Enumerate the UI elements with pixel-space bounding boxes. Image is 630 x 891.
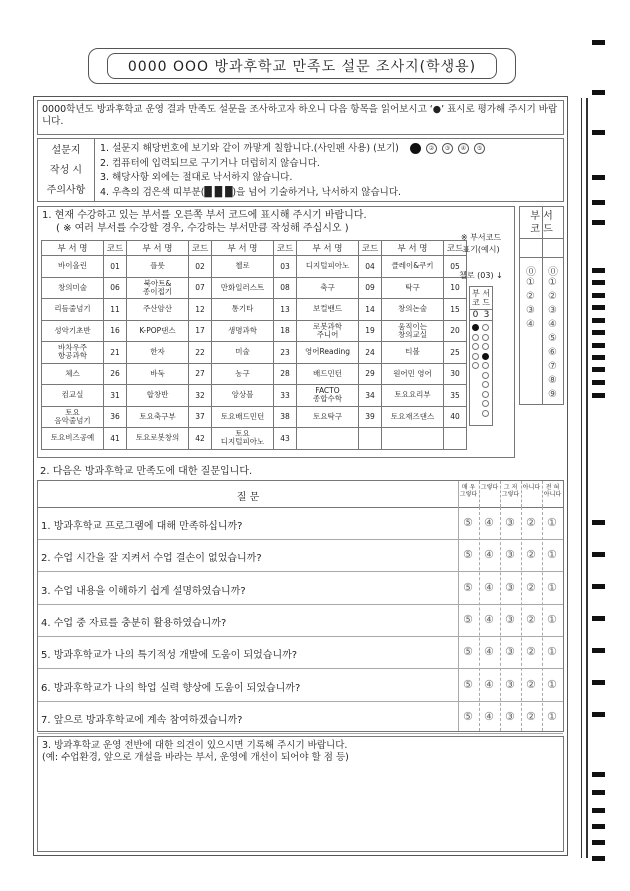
dept-name: 토요 디지털피아노: [212, 428, 274, 450]
sample-bubble: [482, 334, 489, 341]
department-section: [37, 206, 515, 458]
question-text: 1. 방과후학교 프로그램에 대해 만족하십니까?: [41, 521, 243, 532]
satisfaction-table: [37, 480, 564, 732]
code-bubble[interactable]: ⑨: [548, 389, 557, 400]
dept-name: 바이올린: [42, 256, 104, 278]
dept-code: 06: [104, 277, 127, 299]
dept-code: 10: [444, 277, 467, 299]
sample-code-box: 부 서 코 드 0 3: [469, 286, 493, 426]
dept-code: 26: [104, 363, 127, 385]
notes-box: [37, 138, 564, 202]
answer-bubble[interactable]: ①: [547, 612, 557, 626]
page-title: 0000 OOO 방과후학교 만족도 설문 조사지(학생용): [107, 53, 497, 79]
answer-bubble[interactable]: ⑤: [463, 548, 473, 562]
dept-code: 01: [104, 256, 127, 278]
answer-bubble[interactable]: ③: [505, 677, 515, 691]
sample-bubble: [482, 372, 489, 379]
dept-code: 09: [359, 277, 382, 299]
dept-name: 농구: [212, 363, 274, 385]
answer-bubble[interactable]: ⑤: [463, 580, 473, 594]
scale-label: 매 우 그렇다: [459, 484, 478, 498]
timing-mark: [592, 90, 605, 95]
dept-code: 02: [189, 256, 212, 278]
question-row: [38, 604, 563, 637]
code-bubble[interactable]: ①: [548, 277, 557, 288]
dept-code: 42: [189, 428, 212, 450]
answer-bubble[interactable]: ④: [484, 612, 494, 626]
dept-name-header: 부 서 명: [382, 241, 444, 256]
dept-code-header: 코드: [359, 241, 382, 256]
dept-name: 토요배드민턴: [212, 406, 274, 428]
sample-bubble: [472, 353, 479, 360]
notes-label: 설문지 작성 시 주의사항: [38, 139, 95, 201]
dept-name: 앙상블: [212, 385, 274, 407]
answer-bubble[interactable]: ①: [547, 709, 557, 723]
dept-name: 배드민턴: [297, 363, 359, 385]
answer-bubble[interactable]: ④: [484, 645, 494, 659]
timing-mark: [592, 648, 605, 653]
timing-mark: [592, 355, 605, 360]
q1-instructions: 1. 현재 수강하고 있는 부서를 오른쪽 부서 코드에 표시해 주시기 바랍니다. ( ※ 여러 부서를 수강할 경우, 수강하는 부서만큼 작성해 주십시오 ): [42, 210, 367, 234]
answer-bubble[interactable]: ④: [484, 516, 494, 529]
dept-code: 12: [189, 299, 212, 321]
filled-circle-icon: [410, 143, 421, 154]
dept-code: 33: [274, 385, 297, 407]
timing-mark: [592, 772, 605, 777]
dept-name: 한자: [127, 342, 189, 364]
dept-code: 22: [189, 342, 212, 364]
timing-mark: [592, 824, 605, 829]
code-bubble[interactable]: ⑦: [548, 361, 557, 372]
answer-bubble[interactable]: ④: [484, 677, 494, 691]
answer-bubble[interactable]: ④: [484, 580, 494, 594]
answer-bubble[interactable]: ③: [505, 612, 515, 626]
dept-name-header: 부 서 명: [127, 241, 189, 256]
dept-code: 39: [359, 406, 382, 428]
sample-bubble: [482, 324, 489, 331]
scale-label: 전 혀 아니다: [543, 484, 562, 498]
opinion-box[interactable]: 3. 방과후학교 운영 전반에 대한 의견이 있으시면 기록해 주시기 바랍니다. (예: 수업환경, 앞으로 개설을 바라는 부서, 운영에 개선이 되어야 할 점 등): [37, 736, 564, 852]
question-row: [38, 507, 563, 540]
timing-mark: [592, 380, 605, 385]
title-frame: [88, 48, 516, 84]
code-bubble[interactable]: ⓪: [548, 267, 558, 278]
answer-bubble[interactable]: ①: [547, 677, 557, 691]
dept-code: 08: [274, 277, 297, 299]
dept-name: 창의논술: [382, 299, 444, 321]
sample-bubble: [482, 410, 489, 417]
dept-code: 30: [444, 363, 467, 385]
dept-name: 생명과학: [212, 320, 274, 342]
timing-mark: [592, 280, 605, 285]
sample-bubble: [472, 324, 479, 331]
dept-name: 토요탁구: [297, 406, 359, 428]
answer-bubble[interactable]: ②: [526, 645, 536, 659]
code-bubble[interactable]: ④: [526, 319, 535, 330]
dept-name: 토요재즈댄스: [382, 406, 444, 428]
timing-mark: [592, 552, 605, 557]
sample-bubble: [472, 334, 479, 341]
dept-name-header: 부 서 명: [212, 241, 274, 256]
dept-name: K-POP댄스: [127, 320, 189, 342]
timing-mark: [592, 40, 605, 45]
answer-bubble[interactable]: ③: [505, 580, 515, 594]
dept-code: 35: [444, 385, 467, 407]
answer-bubble[interactable]: ③: [505, 709, 515, 723]
scale-label: 그렇다: [480, 484, 499, 491]
dept-name: 티볼: [382, 342, 444, 364]
code-bubble[interactable]: ⑥: [548, 347, 557, 358]
timing-mark: [592, 268, 605, 273]
sample-bubble: [482, 400, 489, 407]
dept-name: [297, 428, 359, 450]
sample-bubble: [482, 391, 489, 398]
dept-name: 바차우주 항공과학: [42, 342, 104, 364]
answer-bubble[interactable]: ③: [505, 516, 515, 529]
scale-label: 그 저 그렇다: [501, 484, 520, 498]
dept-code: 32: [189, 385, 212, 407]
question-text: 5. 방과후학교가 나의 특기적성 개발에 도움이 되었습니까?: [41, 650, 298, 662]
answer-bubble[interactable]: ③: [505, 548, 515, 562]
dept-code: 18: [274, 320, 297, 342]
code-bubble[interactable]: ⑧: [548, 375, 557, 386]
code-bubble[interactable]: ②: [526, 291, 535, 302]
satisfaction-header: 질 문 매 우 그렇다 그렇다 그 저 그렇다 아니다 전 혀 아니다: [38, 481, 563, 508]
timing-mark: [592, 393, 605, 398]
code-bubble[interactable]: ④: [548, 319, 557, 330]
code-bubble[interactable]: ⑤: [548, 333, 557, 344]
dept-name: 바둑: [127, 363, 189, 385]
q2-title: 2. 다음은 방과후학교 만족도에 대한 질문입니다.: [40, 466, 253, 477]
timing-mark: [592, 367, 605, 372]
timing-mark: [592, 616, 605, 621]
question-text: 4. 수업 중 자료를 충분히 활용하였습니까?: [41, 617, 227, 629]
timing-mark: [592, 790, 605, 795]
dept-code: 03: [274, 256, 297, 278]
dept-code: 14: [359, 299, 382, 321]
dept-code: 43: [274, 428, 297, 450]
note-item: 4. 우측의 검은색 띠부분(█ █ █)을 넘어 기술하거나, 낙서하지 않습니다.: [100, 187, 402, 199]
dept-code: 27: [189, 363, 212, 385]
answer-bubble[interactable]: ①: [547, 645, 557, 659]
timing-mark: [592, 318, 605, 323]
dept-code: 17: [189, 320, 212, 342]
code-bubble[interactable]: ②: [548, 291, 557, 302]
dept-code: 40: [444, 406, 467, 428]
dept-name: 첼로: [212, 256, 274, 278]
dept-code: 38: [274, 406, 297, 428]
timing-mark: [592, 293, 605, 298]
dept-name-header: 부 서 명: [42, 241, 104, 256]
answer-bubble[interactable]: ②: [526, 516, 536, 529]
dept-name: 체스: [42, 363, 104, 385]
question-text: 2. 수업 시간을 잘 지켜서 수업 결손이 없었습니까?: [41, 553, 262, 565]
dept-code: 07: [189, 277, 212, 299]
timing-mark: [592, 840, 605, 845]
note-item: 2. 컴퓨터에 입력되므로 구기거나 더럽히지 않습니다.: [100, 157, 320, 169]
dept-code: 20: [444, 320, 467, 342]
dept-name: [382, 428, 444, 450]
dept-name: 만화일러스트: [212, 277, 274, 299]
code-bubble[interactable]: ③: [526, 305, 535, 316]
dept-code: 15: [444, 299, 467, 321]
timing-mark: [592, 584, 605, 589]
dept-name: 합창반: [127, 385, 189, 407]
answer-bubble[interactable]: ⑤: [463, 612, 473, 626]
dept-name: 토요축구부: [127, 406, 189, 428]
dept-name: 토요요리부: [382, 385, 444, 407]
question-row: [38, 701, 563, 734]
example-circles: ② ③ ④ ⑤: [408, 143, 485, 154]
timing-mark: [592, 856, 605, 861]
dept-code-header: 코드: [444, 241, 467, 256]
dept-code: 04: [359, 256, 382, 278]
dept-code: 05: [444, 256, 467, 278]
dept-code: 24: [359, 342, 382, 364]
dept-code: 19: [359, 320, 382, 342]
question-row: [38, 572, 563, 605]
question-row: [38, 539, 563, 572]
dept-name: 플룻: [127, 256, 189, 278]
sample-bubble: [472, 343, 479, 350]
dept-name: 축구: [297, 277, 359, 299]
dept-name: 디지털피아노: [297, 256, 359, 278]
dept-code-header: 코드: [104, 241, 127, 256]
dept-name: 창의미술: [42, 277, 104, 299]
intro-text: 0000학년도 방과후학교 운영 결과 만족도 설문을 조사하고자 하오니 다음 항목을 읽어보시고 ‘●’ 표시로 평가해 주시기 바랍니다.: [37, 100, 564, 135]
answer-bubble[interactable]: ⑤: [463, 645, 473, 659]
note-item: 1. 설문지 해당번호에 보기와 같이 까맣게 칠합니다.(사인펜 사용) (보기) ② ③ ④ ⑤: [100, 142, 485, 157]
timing-mark: [592, 175, 605, 180]
dept-name: 리듬줄넘기: [42, 299, 104, 321]
dept-code: 29: [359, 363, 382, 385]
dept-name: 토요비즈공예: [42, 428, 104, 450]
timing-mark: [592, 343, 605, 348]
code-bubble[interactable]: ①: [526, 277, 535, 288]
department-table: [41, 240, 467, 450]
dept-code-header: 코드: [189, 241, 212, 256]
answer-bubble[interactable]: ②: [526, 580, 536, 594]
question-text: 3. 수업 내용을 이해하기 쉽게 설명하였습니까?: [41, 585, 246, 597]
answer-bubble[interactable]: ③: [505, 645, 515, 659]
dept-name: 보컬밴드: [297, 299, 359, 321]
answer-bubble[interactable]: ②: [526, 677, 536, 691]
sample-bubble: [482, 343, 489, 350]
timing-mark: [592, 520, 605, 525]
question-text: 6. 방과후학교가 나의 학업 실력 향상에 도움이 되었습니까?: [41, 682, 301, 694]
sample-bubble: [472, 362, 479, 369]
answer-bubble[interactable]: ④: [484, 548, 494, 562]
sample-bubble: [482, 362, 489, 369]
timing-mark: [592, 305, 605, 310]
dept-name: 주산암산: [127, 299, 189, 321]
dept-code: [444, 428, 467, 450]
dept-name: 북아트& 종이접기: [127, 277, 189, 299]
dept-code: 13: [274, 299, 297, 321]
dept-name: 원어민 영어: [382, 363, 444, 385]
dept-code: 31: [104, 385, 127, 407]
question-text: 7. 앞으로 방과후학교에 계속 참여하겠습니까?: [41, 714, 243, 726]
answer-bubble[interactable]: ④: [484, 709, 494, 723]
sample-guide: ※ 부서코드 표기(예시) 첼로 (03) ↓: [459, 233, 503, 280]
sample-bubble: [482, 381, 489, 388]
code-bubble[interactable]: ⓪: [526, 267, 536, 278]
dept-code: 16: [104, 320, 127, 342]
binding-bracket: [576, 98, 588, 858]
notes-list: [100, 142, 485, 201]
dept-name: 영어Reading: [297, 342, 359, 364]
dept-name: 토요 음악줄넘기: [42, 406, 104, 428]
answer-bubble[interactable]: ①: [547, 516, 557, 529]
timing-mark: [592, 220, 605, 225]
note-item: 3. 해당사항 외에는 절대로 낙서하지 않습니다.: [100, 172, 293, 184]
dept-code: [359, 428, 382, 450]
dept-name-header: 부 서 명: [297, 241, 359, 256]
dept-code: 25: [444, 342, 467, 364]
scale-label: 아니다: [522, 484, 541, 491]
answer-bubble[interactable]: ②: [526, 548, 536, 562]
dept-code: 21: [104, 342, 127, 364]
answer-bubble[interactable]: ⑤: [463, 709, 473, 723]
answer-bubble[interactable]: ①: [547, 548, 557, 562]
dept-code: 23: [274, 342, 297, 364]
dept-name: 미술: [212, 342, 274, 364]
dept-code: 36: [104, 406, 127, 428]
dept-name: 통기타: [212, 299, 274, 321]
dept-name: FACTO 종합수학: [297, 385, 359, 407]
dept-name: 로봇과학 주니어: [297, 320, 359, 342]
answer-bubble[interactable]: ②: [526, 709, 536, 723]
dept-code: 34: [359, 385, 382, 407]
dept-name: 성악기초반: [42, 320, 104, 342]
timing-mark: [592, 680, 605, 685]
dept-code-header: 코드: [274, 241, 297, 256]
answer-bubble[interactable]: ②: [526, 612, 536, 626]
dept-name: 토요로봇창의: [127, 428, 189, 450]
timing-mark: [592, 200, 605, 205]
timing-mark: [592, 712, 605, 717]
sample-bubble: [482, 353, 489, 360]
dept-name: 클레이&쿠키: [382, 256, 444, 278]
answer-bubble[interactable]: ⑤: [463, 677, 473, 691]
dept-code: 28: [274, 363, 297, 385]
question-row: [38, 669, 563, 702]
answer-bubble[interactable]: ①: [547, 580, 557, 594]
dept-name: 탁구: [382, 277, 444, 299]
code-bubble[interactable]: ③: [548, 305, 557, 316]
timing-mark: [592, 330, 605, 335]
timing-mark: [592, 808, 605, 813]
department-code-panel: 부 서 코 드 ⓪ ① ② ③ ④ ⓪ ① ② ③ ④ ⑤ ⑥ ⑦ ⑧ ⑨: [519, 206, 564, 405]
timing-mark: [592, 130, 605, 135]
dept-code: 41: [104, 428, 127, 450]
question-row: [38, 636, 563, 669]
dept-name: 컴교실: [42, 385, 104, 407]
answer-bubble[interactable]: ⑤: [463, 516, 473, 529]
dept-name: 움직이는 창의교실: [382, 320, 444, 342]
dept-code: 37: [189, 406, 212, 428]
dept-code: 11: [104, 299, 127, 321]
